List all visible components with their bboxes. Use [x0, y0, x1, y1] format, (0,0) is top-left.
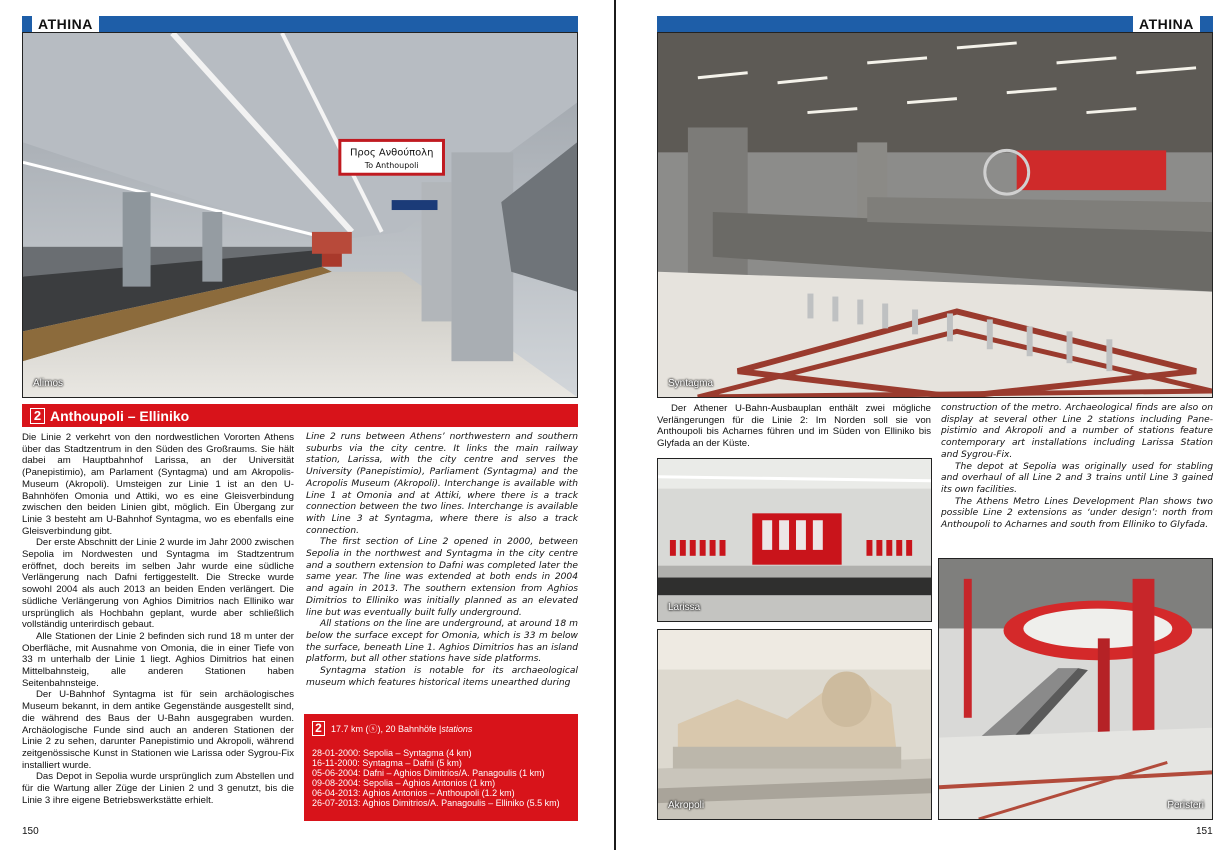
german-paragraph: Das Depot in Sepolia wurde ursprünglich zum Abstellen und für die Wartung aller Züge der Linien 2 und 3 genutzt, bis die Linie 3 ihre eigene Betriebswerkstätte erhielt. [22, 771, 294, 806]
opening-date-item: 09-08-2004: Sepolia – Aghios Antonios (1 km) [312, 778, 496, 788]
header-tick [22, 16, 28, 32]
akropoli-station-photo [657, 629, 932, 820]
line-section-bar [22, 404, 578, 427]
header-tick [1207, 16, 1213, 32]
german-paragraph: Die Linie 2 verkehrt von den nordwestlichen Vororten Athens über das Stadtzentrum in den Süden des Großraums. Sie hält dabei am Hauptbahnhof Larissa, an der Universität (Panepistimio), am Parlament (Syntagma) und am Akropolis-Museum (Akropoli). Umsteigen zur Linie 1 ist an den U-Bahnhöfen Omonia und Attiki, wo es eine Gleisverbindung zwischen den beiden Linien gibt, möglich. Ein Übergang zur Linie 3 besteht am U-Bahnhof Syntagma, wo es ebenfalls eine Gleisverbindung gibt. [22, 432, 294, 537]
stats-header [312, 721, 570, 736]
running-header-bar [657, 16, 1213, 32]
opening-dates-list [312, 748, 570, 808]
english-text-column [306, 432, 578, 689]
stats-stations-word: stations [441, 723, 473, 734]
english-text-right [941, 403, 1213, 532]
larissa-caption: Larissa [668, 602, 701, 613]
german-paragraph: Der Athener U-Bahn-Ausbauplan enthält zwei mögliche Verlängerungen für die Linie 2: Im Norden soll sie von Anthoupoli bis Acharnes führen und im Süden von Elliniko bis Glyfada an der Küste. [657, 403, 931, 450]
english-paragraph: All stations on the line are underground, at around 18 m below the surface except for Omonia, which is 33 m below the surface, beneath Line 1. Aghios Dimitrios has an island platform, but all other stations have side platforms. [306, 619, 578, 665]
page-number-left: 150 [22, 826, 39, 837]
alimos-caption: Alimos [33, 378, 64, 389]
line-stats-box [304, 714, 578, 821]
syntagma-caption: Syntagma [668, 378, 714, 389]
english-paragraph: construction of the metro. Archaeological finds are also on display at several other Line 2 stations including Panepistimio and Akropoli and a number of stations feature contemporary art installations including Larissa Station and Sygrou-Fix. [941, 403, 1213, 460]
akropoli-caption: Akropoli [668, 800, 705, 811]
english-paragraph: The Athens Metro Lines Development Plan shows two possible Line 2 extensions as ‘under design’: north from Anthoupoli to Acharnes and south from Elliniko to Glyfada. [941, 496, 1213, 531]
opening-date-item: 05-06-2004: Dafni – Aghios Dimitrios/A. Panagoulis (1 km) [312, 768, 545, 778]
running-header-title: ATHINA [1133, 16, 1200, 32]
stats-line-badge: 2 [312, 721, 325, 736]
opening-date-item: 26-07-2013: Aghios Dimitrios/A. Panagoulis – Elliniko (5.5 km) [312, 798, 560, 808]
syntagma-station-photo [657, 32, 1213, 398]
english-paragraph: Line 2 runs between Athens’ northwestern and southern suburbs via the city centre. It links the main railway station, Larissa, with the city centre and serves the University (Panepistimio), Parliament (Syntagma) and the Acropolis Museum (Akropoli). Interchange is available with Line 1 at Omonia and at Attiki, where there is a track connection between the two lines. Interchange is available with Line 3 at Syntagma, where there is also a track connection. [306, 432, 578, 536]
english-paragraph: The first section of Line 2 opened in 2000, between Sepolia in the northwest and Syntagma in the city centre and a southern extension to Dafni was completed later the same year. The line was extended at both ends in 2004 and again in 2013. The southern extension from Aghios Dimitrios to Elliniko was initially planned as an elevated line but was eventually built fully underground. [306, 537, 578, 618]
direction-sign-latin: To Anthoupoli [364, 161, 419, 171]
larissa-station-photo [657, 458, 932, 622]
direction-sign-greek: Προς Ανθούπολη [349, 147, 434, 159]
running-header-title: ATHINA [32, 16, 99, 32]
peristeri-caption: Peristeri [1167, 800, 1204, 811]
page-number-right: 151 [1196, 826, 1213, 837]
english-paragraph: Syntagma station is notable for its archaeological museum which features historical items unearthed during [306, 666, 578, 688]
line-number-badge: 2 [30, 408, 45, 424]
right-page [616, 0, 1230, 850]
opening-date-item: 28-01-2000: Sepolia – Syntagma (4 km) [312, 748, 472, 758]
german-paragraph: Alle Stationen der Linie 2 befinden sich rund 18 m unter der Oberfläche, mit Ausnahme von Omonia, die in einer Tiefe von 33 m unterhalb der Linie 1 liegt. Aghios Dimitrios hat einen Mittelbahnsteig, alle anderen Stationen haben Seitenbahnsteige. [22, 630, 294, 689]
peristeri-station-photo [938, 558, 1213, 820]
german-paragraph: Der erste Abschnitt der Linie 2 wurde im Jahr 2000 zwischen Sepolia im Nordwesten und Syntagma im Stadtzentrum eröffnet, doch bereits im selben Jahr wurde eine südliche Verlängerung nach Dafni fertiggestellt. Die Strecke wurde sowohl 2004 als auch 2013 an beiden Enden verlängert. Die südliche Verlängerung von Aghios Dimitrios nach Elliniko war ursprünglich als Hochbahn geplant, wurde aber schließlich vollständig unterirdisch gebaut. [22, 537, 294, 631]
german-paragraph: Der U-Bahnhof Syntagma ist für sein archäologisches Museum bekannt, in dem antike Gegenstände ausgestellt sind, die während des Baus der U-Bahn ausgegraben wurden. Archäologische Funde sind auch an anderen Stationen der Linie 2 zu sehen, darunter Panepistimio und Akropoli, während zeitgenössische Kunst in Stationen wie Larissa oder Sygrou-Fix installiert wurde. [22, 689, 294, 771]
german-text-column [22, 432, 294, 807]
section-title: Anthoupoli – Elliniko [50, 407, 190, 424]
opening-date-item: 16-11-2000: Syntagma – Dafni (5 km) [312, 758, 462, 768]
opening-date-item: 06-04-2013: Aghios Antonios – Anthoupoli (1.2 km) [312, 788, 515, 798]
english-paragraph: The depot at Sepolia was originally used for stabling and overhaul of all Line 2 and 3 trains until Line 3 gained its own facilities. [941, 461, 1213, 495]
stats-summary: 17.7 km (ⓢ), 20 Bahnhöfe | [331, 723, 442, 734]
left-page [0, 0, 614, 850]
alimos-station-photo [22, 32, 578, 398]
running-header-bar [22, 16, 578, 32]
german-text-right [657, 403, 931, 450]
